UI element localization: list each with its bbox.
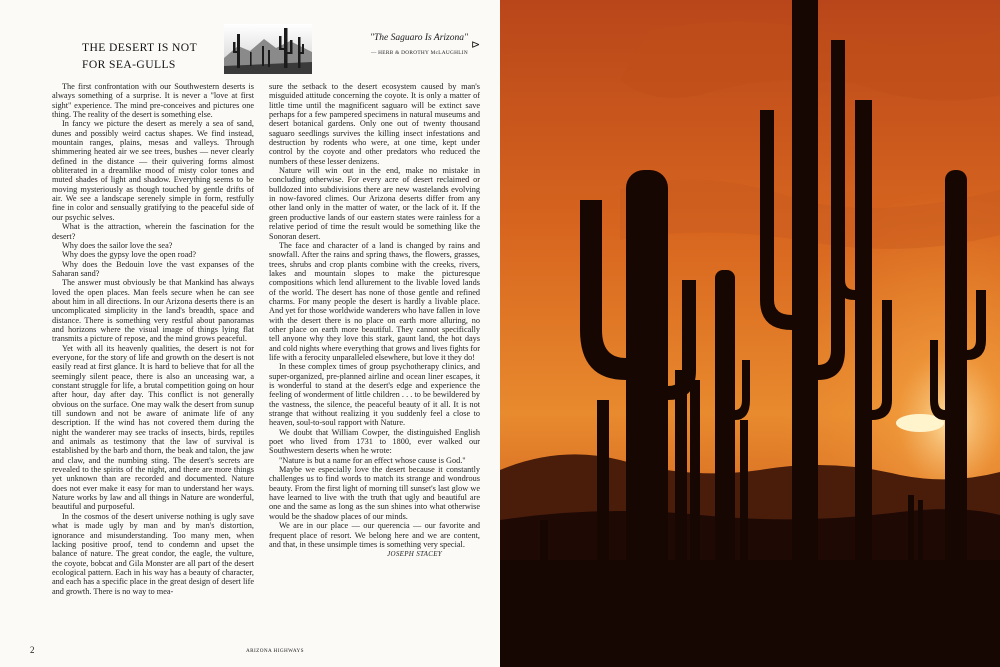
article-column-1	[52, 82, 254, 596]
photo-title: "The Saguaro Is Arizona"	[370, 33, 468, 43]
column1-paragraph: Why does the Bedouin love the vast expanses of the Saharan sand?	[52, 259, 254, 278]
author-signature: JOSEPH STACEY	[387, 550, 442, 559]
magazine-footer: ARIZONA HIGHWAYS	[246, 648, 304, 654]
photographer-credit: — HERB & DOROTHY McLAUGHLIN	[370, 50, 468, 56]
column1-paragraph: Why does the sailor love the sea?	[62, 240, 173, 250]
column1-paragraph: The answer must obviously be that Mankind has always loved the open places. Man feels secure when he can see about him in all directions. In our Arizona deserts there is an uncomplicated simplicity in the land's breadth, space and distance. There is something very restful about panoramas and horizons where the visual image of things lying flat transmits a picture of repose, and the mind grows peaceful.	[52, 278, 254, 344]
article-title	[82, 39, 197, 73]
column2-paragraph: "Nature is but a name for an effect whose cause is God."	[279, 455, 466, 465]
column2-paragraph: The face and character of a land is changed by rains and snowfall. After the rains and spring thaws, the flowers, grasses, trees, shrubs and crop plants combine with the creeks, rivers, lakes and mountain slopes to make the picturesque compositions which lend allurement to the livable loved lands of the world. The desert has none of those gentle and refined charms. For many people the desert is hardly a livable place. And yet for those worldwide wanderers who have fallen in love with the desert there is no place on earth more alluring, no other place on earth more beautiful. They cannot specifically tell anyone why they love this stark, gaunt land, the hot days and cold nights where everything that grows and lives fights for life with a ferocity unparalleled elsewhere, but love it they do!	[269, 240, 480, 362]
column1-paragraph: In fancy we picture the desert as merely a sea of sand, dunes and possibly weird cactus shapes. We find instead, mountain ranges, plains, mesas and valleys. Through shimmering heated air we see trees, bushes — never clearly defined in the distance — their quivering forms almost obliterated in a dreamlike mood of misty color tones and muted shades of light and shadow. Everything seems to be moving mysteriously as though touched by gentle drifts of air. We see a landscape serenely simple in form, restfully fine in color and sensually gratifying to the peaceful side of our psychic selves.	[52, 119, 254, 222]
column1-paragraph: What is the attraction, wherein the fascination for the desert?	[52, 222, 254, 241]
column1-paragraph: Yet with all its heavenly qualities, the desert is not for everyone, for the story of life and growth on the desert is not easily read at first glance. It is hard to believe that for all the seemingly silent peace, there is also an unceasing war, a constant struggle for life, a brutal competition going on hour after hour, day after day. This conflict is not generally obvious on the surface. One may walk the desert from sunup till sundown and not be aware of animate life of any description. If the wind has not covered them during the night the wanderer may see tracks of insects, birds, reptiles and animals as testimony that the law of survival is established by the barb and thorn, the beak and talon, the jaw and claw, and the numbing sting. The desert's secrets are revealed to the spirits of the night, and there are more things yet unknown than are recorded and documented. Nature does not ever make it easy for man to understand her ways. Nature works by law and all things in Nature are wonderful, beautiful and purposeful.	[52, 343, 254, 512]
column2-paragraph: We doubt that William Cowper, the distinguished English poet who lived from 1731 to 1800, ever walked our Southwestern deserts when he wrote:	[269, 427, 480, 456]
column2-paragraph: We are in our place — our querencia — our favorite and frequent place of resort. We belong here and we are content, and that, in these unsimple times is something very special.	[269, 521, 480, 549]
column1-paragraph: Why does the gypsy love the open road?	[62, 250, 197, 260]
triangle-arrow-icon: ⊳	[471, 39, 481, 51]
column1-paragraph: In the cosmos of the desert universe nothing is ugly save what is made ugly by man and by man's distortion, ignorance and misunderstanding. Too many men, when lacking positive proof, tend to condemn and upset the balance of nature. The great condor, the eagle, the vulture, the coyote, bobcat and Gila Monster are all part of the desert ecological pattern. Each in his way has a beauty of character, and each has a specific place in the great design of desert life and growth. There is no way to mea-	[52, 511, 254, 596]
saguaro-photo-thumbnail	[224, 24, 312, 74]
column2-paragraph: In these complex times of group psychotherapy clinics, and super-organized, pre-planned airline and ocean liner escapes, it is wonderful to stand at the desert's edge and experience the feeling of wonderment of little children . . . to be bewildered by the vastness, the silence, the peaceful beauty of it all. It is not strange that without realizing it you suddenly feel a close to heaven, soul-to-soul rapport with Nature.	[269, 362, 480, 428]
column2-paragraph: sure the setback to the desert ecosystem caused by man's misguided attitude concerning the coyote. It is only a matter of little time until the magnificent saguaro will be extinct save perhaps for a few pampered specimens in natural museums and desert botanical gardens. Only one out of twenty thousand saguaro seedlings survives the killing insect infestations and destruction by rodents who were, at one time, kept under control by the coyote and other predators who reduced the numbers of these lesser denizens.	[269, 82, 480, 166]
article-column-2	[269, 82, 480, 560]
title-line-2: FOR SEA-GULLS	[82, 58, 176, 71]
title-line-1: THE DESERT IS NOT	[82, 41, 198, 54]
photo-credit	[338, 33, 468, 56]
page-number: 2	[30, 645, 35, 655]
saguaro-cacti-silhouette-sunset-photo	[500, 0, 1000, 667]
column1-paragraph: The first confrontation with our Southwestern deserts is always something of a surprise. It is never a "love at first sight" experience. The mind pre-conceives and pictures one thing. The reality of the desert is something else.	[52, 82, 254, 120]
column2-paragraph: Maybe we especially love the desert because it constantly challenges us to find words to match its strange and wondrous beauty. From the first light of morning till sunset's last glow we have learned to live with the truth that ugly and beautiful are one and the same as long as the sun shines into what otherwise would be the shadow places of our minds.	[269, 465, 480, 521]
column2-paragraph: Nature will win out in the end, make no mistake in concluding otherwise. For every acre of desert reclaimed or bulldozed into subdivisions there are new wastelands evolving in now-favored climes. Our Arizona deserts differ from any other land only in the matter of water, or the lack of it. If the green productive lands of our eastern states were rainless for a relative period of time the result would be something like the Sonoran desert.	[269, 166, 480, 241]
